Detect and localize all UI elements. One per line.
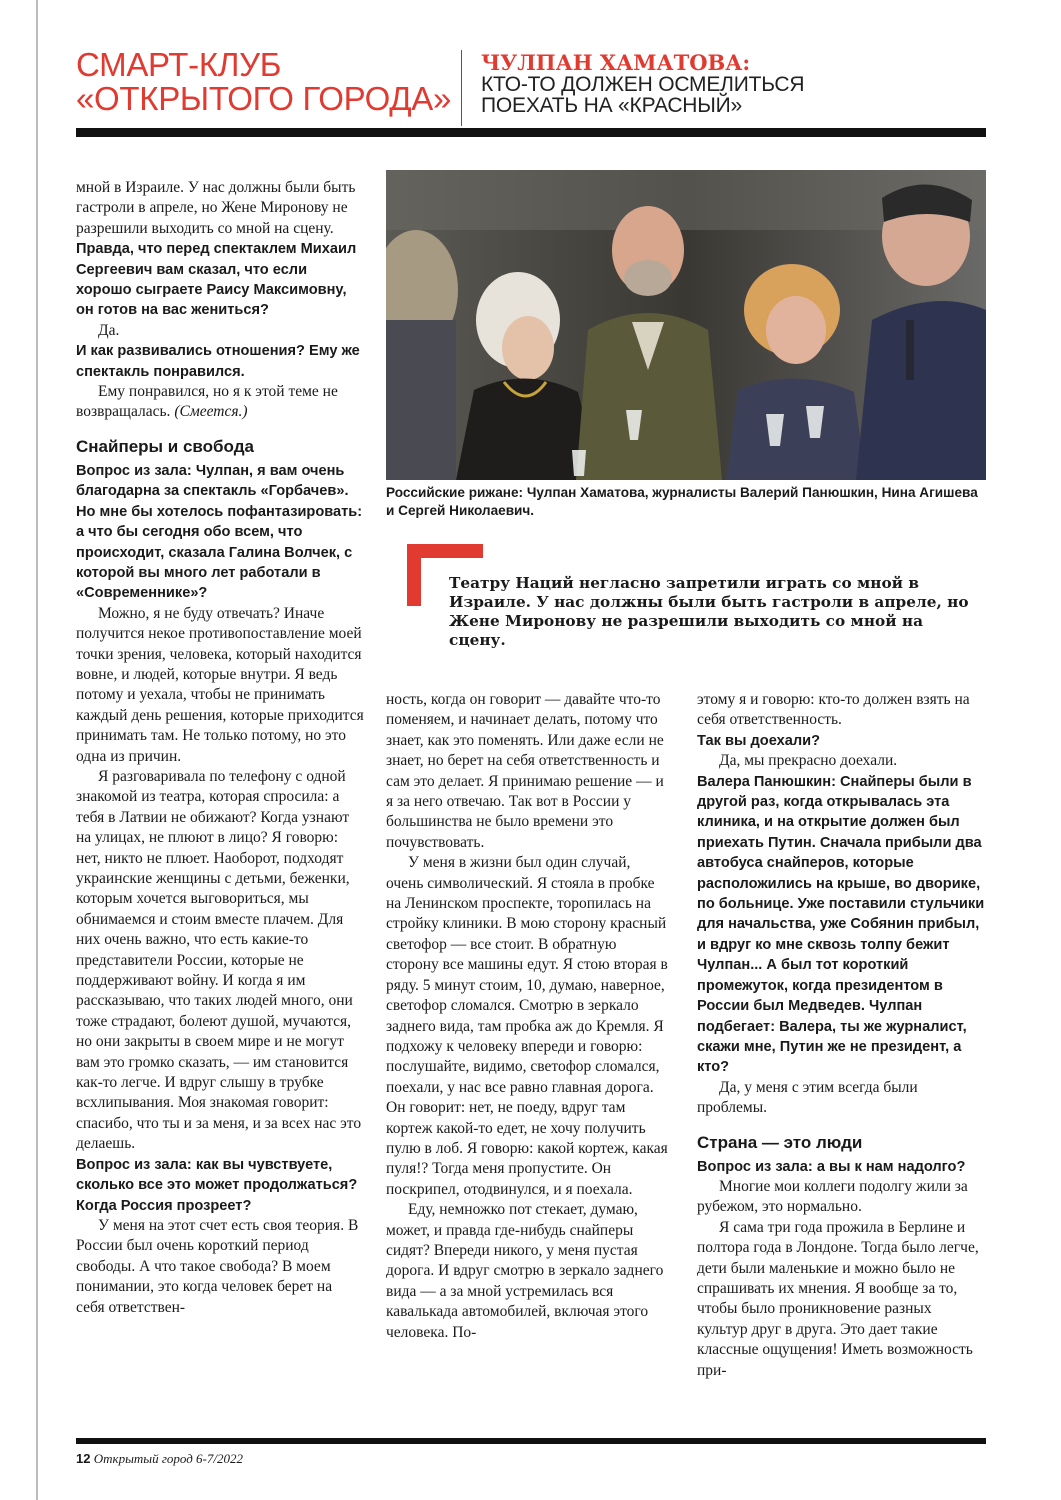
page-footer bbox=[76, 1451, 243, 1467]
interview-answer: Я разговаривала по телефону с одной знакомой из театра, которая спросила: а тебя в Латвии не обижают? Когда узнают на улицах, не плюют в лицо? Я говорю: нет, никто не плюет. Наоборот, подходят украинские женщины с детьми, беженки, которым хочется выговориться, мы обнимаемся и стоим вместе плачем. Для них очень важно, что есть какие-то представители России, которые не поддерживают войну. И когда я им рассказываю, что таких людей много, они тоже страдают, болеют душой, мучаются, но они закрыты в своем мире и не могут вам это громко сказать, — им становится как-то легче. И вдруг слышу в трубке всхлипывания. Моя знакомая говорит: спасибо, что ты и за меня, и за всех нас это делаешь. bbox=[76, 767, 362, 1153]
interview-question: Вопрос из зала: а вы к нам надолго? bbox=[697, 1158, 966, 1175]
text-column-3 bbox=[697, 690, 985, 1381]
text-column-1 bbox=[76, 178, 364, 1318]
section-title-line1: СМАРТ-КЛУБ bbox=[76, 46, 282, 83]
interview-question: И как развивались отношения? Ему же спектакль понравился. bbox=[76, 343, 360, 380]
interview-question: Так вы доехали? bbox=[697, 732, 821, 749]
text-column-2 bbox=[386, 690, 670, 1343]
paragraph: ность, когда он говорит — давайте что-то поменяем, и начинает делать, потому что знает, как это поменять. Или даже если не знает, но берет на себя ответственность и сам это делает. Я принимаю решение — и я за него отвечаю. Так вот в России у большинства не было времени это почувствовать. bbox=[386, 691, 664, 851]
section-title-line2: «ОТКРЫТОГО ГОРОДА» bbox=[76, 80, 452, 117]
photo-caption: Российские рижане: Чулпан Хаматова, журналисты Валерий Панюшкин, Нина Агишева и Сергей Николаевич. bbox=[386, 485, 978, 518]
subheading: Страна — это люди bbox=[697, 1132, 863, 1152]
interview-answer: У меня на этот счет есть своя теория. В России был очень короткий период свободы. А что такое свобода? В моем понимании, это когда человек берет на себя ответствен- bbox=[76, 1216, 359, 1316]
interview-answer: Да. bbox=[98, 321, 120, 339]
footer-rule bbox=[76, 1438, 986, 1444]
section-title bbox=[76, 48, 456, 116]
article-subtitle-line2: ПОЕХАТЬ НА «КРАСНЫЙ» bbox=[481, 94, 743, 117]
paragraph: мной в Израиле. У нас должны были быть гастроли в апреле, но Жене Миронову не разрешили выходить со мной на сцену. bbox=[76, 179, 356, 237]
interview-question: Вопрос из зала: Чулпан, я вам очень благодарна за спектакль «Горбачев». Но мне бы хотелось пофантазировать: а что бы сегодня обо всем, что происходит, сказала Галина Волчек, с которой вы много лет работали в «Современнике»? bbox=[76, 462, 363, 602]
interview-question: Вопрос из зала: как вы чувствуете, сколько все это может продолжаться? Когда Россия прозреет? bbox=[76, 1156, 358, 1214]
header-rule bbox=[76, 128, 986, 137]
event-photo bbox=[386, 170, 986, 480]
header-divider bbox=[461, 50, 462, 126]
interview-answer: Да, мы прекрасно доехали. bbox=[719, 752, 898, 770]
interview-answer bbox=[76, 382, 364, 423]
pullquote: Театру Наций негласно запретили играть со мной в Израиле. У нас должны были быть гастроли в апреле, но Жене Миронову не разрешили выходить со мной на сцену. bbox=[449, 574, 969, 649]
paragraph: У меня в жизни был один случай, очень символический. Я стояла в пробке на Ленинском проспекте, торопилась на стройку клиники. В мою сторону красный светофор — все стоит. В обратную сторону все машины едут. Я стою вторая в ряду. 5 минут стоим, 10, думаю, наверное, светофор сломался. Смотрю в зеркало заднего вида, там пробка аж до Кремля. Я подхожу к человеку впереди и говорю: послушайте, видимо, светофор сломался, поехали, у нас все равно главная дорога. Он говорит: нет, не поеду, вдруг там кортеж какой-то едет, не хочу получить пулю в лоб. Я говорю: какой кортеж, какая пуля!? Тогда меня пропустите. Он поскрипел, отодвинулся, и я поехала. bbox=[386, 854, 668, 1198]
paragraph: этому я и говорю: кто-то должен взять на себя ответственность. bbox=[697, 691, 970, 729]
stage-note: (Смеется.) bbox=[174, 403, 248, 421]
page-edge-rule bbox=[36, 0, 38, 1500]
article-heading bbox=[481, 52, 981, 116]
interview-answer: Я сама три года прожила в Берлине и полтора года в Лондоне. Тогда было легче, дети были маленькие и можно было не спрашивать их мнения. Я вообще за то, чтобы было проникновение разных культур друг в друга. Это дает такие классные ощущения! Иметь возможность при- bbox=[697, 1218, 979, 1379]
answer-text: Ему понравился, но я к этой теме не возвращалась. bbox=[76, 383, 338, 421]
interview-question: Валера Панюшкин: Снайперы были в другой раз, когда открывалась эта клиника, и на открытие должен был приехать Путин. Сначала прибыли два автобуса снайперов, которые расположились на крыше, во дворике, по больнице. Уже поставили стульчики для начальства, уже Собянин прибыл, и вдруг ко мне сквозь толпу бежит Чулпан... А был тот короткий промежуток, когда президентом в России был Медведев. Чулпан подбегает: Валера, ты же журналист, скажи мне, Путин же не президент, а кто? bbox=[697, 773, 985, 1076]
article-title: ЧУЛПАН ХАМАТОВА: bbox=[481, 50, 751, 75]
paragraph: Еду, немножко пот стекает, думаю, может, и правда где-нибудь снайперы сидят? Впереди никого, у меня пустая дорога. И вдруг смотрю в зеркало заднего вида — а за мной устремилась вся кавалькада автомобилей, включая этого человека. По- bbox=[386, 1201, 664, 1341]
interview-answer: Да, у меня с этим всегда были проблемы. bbox=[697, 1078, 918, 1117]
interview-answer: Можно, я не буду отвечать? Иначе получится некое противопоставление моей точки зрения, человека, который находится вовне, и людей, которые внутри. Я ведь потому и уехала, чтобы не принимать каждый день решения, которые приходится принимать там. Не только потому, но это одна из причин. bbox=[76, 604, 364, 765]
subheading: Снайперы и свобода bbox=[76, 436, 254, 456]
magazine-issue: Открытый город 6-7/2022 bbox=[93, 1451, 243, 1466]
interview-question: Правда, что перед спектаклем Михаил Сергеевич вам сказал, что если хорошо сыграете Раису Максимовну, он готов на вас жениться? bbox=[76, 241, 357, 319]
interview-answer: Многие мои коллеги подолгу жили за рубежом, это нормально. bbox=[697, 1177, 968, 1216]
page-number: 12 bbox=[76, 1451, 91, 1466]
article-subtitle-line1: КТО-ТО ДОЛЖЕН ОСМЕЛИТЬСЯ bbox=[481, 73, 805, 96]
